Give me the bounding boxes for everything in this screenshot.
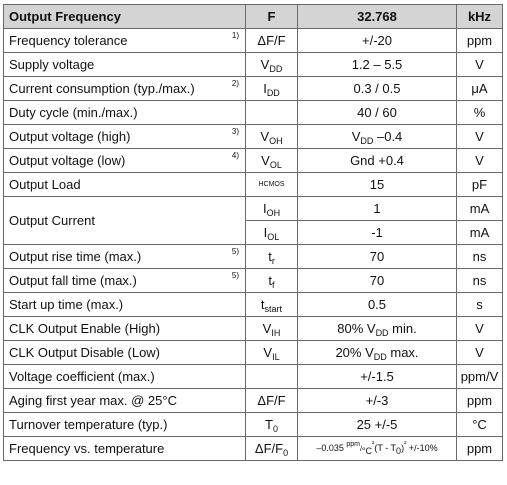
symbol-main: V: [262, 321, 272, 336]
row-output-voltage-low: [4, 149, 503, 173]
unit-cell: ns: [457, 269, 503, 293]
value-cell: [298, 437, 457, 461]
symbol-cell: ΔF/F: [246, 389, 298, 413]
footnote-marker: 5): [231, 247, 239, 256]
value-main: V: [351, 129, 361, 144]
param-cell: [4, 173, 246, 197]
symbol-cell: [246, 101, 298, 125]
header-symbol: F: [246, 5, 298, 29]
row-output-load: [4, 173, 503, 197]
symbol-subscript: OL: [267, 232, 280, 242]
symbol-cell: [246, 125, 298, 149]
value-cell: [298, 341, 457, 365]
row-start-up-time: [4, 293, 503, 317]
param-label: Frequency vs. temperature: [9, 441, 165, 456]
param-label: Duty cycle (min./max.): [9, 105, 138, 120]
param-cell: [4, 269, 246, 293]
value-rest: max.: [386, 345, 419, 360]
param-cell: [4, 29, 246, 53]
value-cell: 40 / 60: [298, 101, 457, 125]
value-term-exponent: ²: [404, 440, 407, 448]
header-value: 32.768: [298, 5, 457, 29]
symbol-cell: [246, 245, 298, 269]
param-label: Output Current: [9, 213, 95, 228]
row-frequency-vs-temperature: [4, 437, 503, 461]
header-unit: kHz: [457, 5, 503, 29]
row-aging: [4, 389, 503, 413]
spec-table-container: [3, 4, 503, 461]
param-cell: [4, 245, 246, 269]
value-rest: –0.4: [373, 129, 403, 144]
row-output-rise-time: [4, 245, 503, 269]
value-cell: 15: [298, 173, 457, 197]
symbol-subscript: start: [264, 304, 283, 314]
symbol-cell: [246, 365, 298, 389]
symbol-cell: [246, 197, 298, 221]
footnote-marker: 3): [231, 127, 239, 136]
footnote-marker: 4): [231, 151, 239, 160]
param-cell: [4, 293, 246, 317]
symbol-subscript: IH: [271, 328, 281, 338]
row-current-consumption: [4, 77, 503, 101]
param-cell: [4, 413, 246, 437]
value-cell: 0.3 / 0.5: [298, 77, 457, 101]
unit-cell: mA: [457, 221, 503, 245]
symbol-subscript: OH: [269, 136, 283, 146]
symbol-cell: HCMOS: [246, 173, 298, 197]
param-label: Start up time (max.): [9, 297, 124, 312]
value-cell: -1: [298, 221, 457, 245]
unit-cell: mA: [457, 197, 503, 221]
param-label: Output Load: [9, 177, 81, 192]
symbol-main: I: [263, 81, 267, 96]
param-cell: [4, 389, 246, 413]
symbol-cell: [246, 413, 298, 437]
symbol-main: V: [261, 153, 270, 168]
oscillator-spec-table: [3, 4, 503, 461]
param-label: Aging first year max. @ 25°C: [9, 393, 177, 408]
symbol-cell: [246, 53, 298, 77]
symbol-cell: [246, 221, 298, 245]
param-cell: [4, 125, 246, 149]
unit-cell: ppm/V: [457, 365, 503, 389]
symbol-cell: [246, 341, 298, 365]
row-turnover-temperature: [4, 413, 503, 437]
unit-cell: °C: [457, 413, 503, 437]
value-subscript: DD: [375, 328, 389, 338]
value-cell: 70: [298, 245, 457, 269]
row-clk-output-enable: [4, 317, 503, 341]
symbol-cell: [246, 437, 298, 461]
symbol-subscript: OH: [266, 208, 281, 218]
symbol-subscript: r: [271, 256, 275, 266]
symbol-main: t: [260, 297, 265, 312]
unit-cell: ns: [457, 245, 503, 269]
value-cell: Gnd +0.4: [298, 149, 457, 173]
footnote-marker: 5): [231, 271, 239, 280]
value-rest: min.: [388, 321, 417, 336]
symbol-subscript: OL: [269, 160, 282, 170]
unit-cell: V: [457, 53, 503, 77]
symbol-subscript: DD: [269, 64, 283, 74]
symbol-subscript: f: [272, 280, 275, 290]
symbol-subscript: 0: [272, 424, 278, 434]
unit-cell: V: [457, 125, 503, 149]
row-frequency-tolerance: [4, 29, 503, 53]
unit-cell: ppm: [457, 437, 503, 461]
symbol-cell: [246, 293, 298, 317]
row-supply-voltage: [4, 53, 503, 77]
param-cell: [4, 101, 246, 125]
symbol-subscript: IL: [272, 352, 280, 362]
symbol-main: I: [263, 225, 268, 240]
row-output-voltage-high: [4, 125, 503, 149]
row-output-fall-time: [4, 269, 503, 293]
symbol-subscript: DD: [266, 88, 280, 98]
value-subscript: DD: [373, 352, 387, 362]
symbol-main: T: [265, 417, 273, 432]
symbol-main: ΔF/F: [254, 441, 284, 456]
symbol-main: V: [260, 129, 270, 144]
value-cell: [298, 317, 457, 341]
unit-cell: V: [457, 149, 503, 173]
value-cell: 0.5: [298, 293, 457, 317]
param-label: Output voltage (low): [9, 153, 126, 168]
unit-cell: %: [457, 101, 503, 125]
unit-cell: pF: [457, 173, 503, 197]
param-label: Current consumption (typ./max.): [9, 81, 195, 96]
value-main: 20% V: [335, 345, 374, 360]
symbol-main: t: [268, 249, 272, 264]
row-output-current-ioh: [4, 197, 503, 221]
value-term-subscript: 0: [396, 445, 402, 456]
param-label: Output voltage (high): [9, 129, 131, 144]
param-cell: [4, 317, 246, 341]
symbol-subscript: 0: [283, 448, 289, 458]
footnote-marker: 1): [231, 31, 239, 40]
param-cell: [4, 149, 246, 173]
symbol-main: V: [260, 57, 270, 72]
unit-cell: μA: [457, 77, 503, 101]
footnote-marker: 2): [231, 79, 239, 88]
value-term-close: ): [401, 442, 405, 453]
param-cell: [4, 365, 246, 389]
param-cell: [4, 77, 246, 101]
value-tolerance: +/-10%: [406, 442, 438, 453]
symbol-cell: [246, 269, 298, 293]
value-term: (T - T: [374, 442, 397, 453]
value-unit-superscript: ppm: [346, 440, 360, 448]
symbol-main: V: [263, 345, 273, 360]
value-cell: 1.2 – 5.5: [298, 53, 457, 77]
value-cell: [298, 125, 457, 149]
value-slash: /: [359, 445, 362, 453]
symbol-main: I: [262, 201, 267, 216]
param-label: Frequency tolerance: [9, 33, 128, 48]
unit-cell: s: [457, 293, 503, 317]
value-cell: +/-1.5: [298, 365, 457, 389]
param-label: CLK Output Disable (Low): [9, 345, 161, 360]
param-label: Turnover temperature (typ.): [9, 417, 168, 432]
param-label: Output rise time (max.): [9, 249, 142, 264]
param-label: CLK Output Enable (High): [9, 321, 161, 336]
value-unit-subscript: °C: [361, 445, 373, 456]
header-row: [4, 5, 503, 29]
header-parameter: Output Frequency: [4, 5, 246, 29]
symbol-cell: ΔF/F: [246, 29, 298, 53]
param-label: Supply voltage: [9, 57, 95, 72]
value-main: 80% V: [337, 321, 376, 336]
row-clk-output-disable: [4, 341, 503, 365]
row-voltage-coefficient: [4, 365, 503, 389]
unit-cell: V: [457, 317, 503, 341]
unit-cell: ppm: [457, 29, 503, 53]
value-unit-exponent: ²: [372, 440, 375, 448]
param-cell: [4, 437, 246, 461]
unit-cell: ppm: [457, 389, 503, 413]
symbol-main: t: [268, 273, 273, 288]
param-label: Voltage coefficient (max.): [9, 369, 155, 384]
value-subscript: DD: [360, 136, 374, 146]
unit-cell: V: [457, 341, 503, 365]
value-cell: 25 +/-5: [298, 413, 457, 437]
param-cell: [4, 341, 246, 365]
symbol-cell: [246, 317, 298, 341]
row-duty-cycle: [4, 101, 503, 125]
value-cell: +/-3: [298, 389, 457, 413]
param-cell: [4, 53, 246, 77]
value-cell: 70: [298, 269, 457, 293]
symbol-cell: [246, 149, 298, 173]
value-coefficient: –0.035: [316, 442, 347, 453]
symbol-cell: [246, 77, 298, 101]
value-cell: +/-20: [298, 29, 457, 53]
value-cell: 1: [298, 197, 457, 221]
param-cell: [4, 197, 246, 245]
param-label: Output fall time (max.): [9, 273, 137, 288]
